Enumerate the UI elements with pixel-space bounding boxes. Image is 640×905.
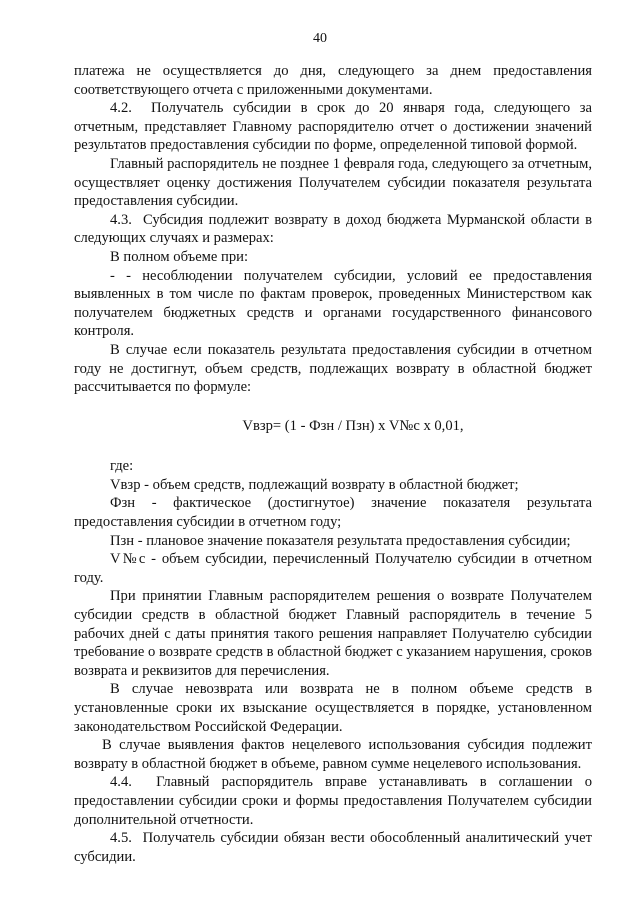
paragraph-non-return: В случае невозврата или возврата не в полном объеме средств в установленные сроки их взыскание осуществляется в порядке, установленном законодательством Российской Федерации. <box>74 681 592 735</box>
document-body <box>74 62 592 866</box>
paragraph-evaluation: Главный распорядитель не позднее 1 февраля года, следующего за отчетным, осуществляет оценку достижения Получателем субсидии показателя результата предоставления субсидии. <box>74 155 592 210</box>
paragraph-continuation: платежа не осуществляется до дня, следующего за днем предоставления соответствующего отчета с приложенными документами. <box>74 63 592 98</box>
formula: Vвзр= (1 - Фзн / Пзн) x V№с x 0,01, <box>242 417 464 434</box>
definition-vnc: V№с - объем субсидии, перечисленный Получателю субсидии в отчетном году. <box>74 551 592 586</box>
page-number: 40 <box>313 31 327 46</box>
paragraph-4-3: 4.3. Субсидия подлежит возврату в доход бюджета Мурманской области в следующих случаях и размерах: <box>74 211 592 247</box>
definition-pzn: Пзн - плановое значение показателя результата предоставления субсидии; <box>110 532 571 549</box>
paragraph-4-4: 4.4. Главный распорядитель вправе устанавливать в соглашении о предоставлении субсидии сроки и формы предоставления Получателем субсидии дополнительной отчетности. <box>74 774 592 828</box>
definition-vvzr: Vвзр - объем средств, подлежащий возврату в областной бюджет; <box>110 476 519 493</box>
definition-fzn: Фзн - фактическое (достигнутое) значение показателя результата предоставления субсидии в отчетном году; <box>74 495 592 531</box>
paragraph-formula-intro: В случае если показатель результата предоставления субсидии в отчетном году не достигнут, объем средств, подлежащих возврату в областной бюджет рассчитывается по формуле: <box>74 341 592 396</box>
paragraph-where: где: <box>110 458 134 475</box>
paragraph-noncompliance: - - несоблюдении получателем субсидии, условий ее предоставления выявленных в том числе по фактам проверок, проведенных Министерством как получателем бюджетных средств и органами государственного финансового контроля. <box>74 267 592 340</box>
paragraph-4-5: 4.5. Получатель субсидии обязан вести обособленный аналитический учет субсидии. <box>74 830 592 865</box>
paragraph-return-decision: При принятии Главным распорядителем решения о возврате Получателем субсидии средств в областной бюджет Главный распорядитель в течение 5 рабочих дней с даты принятия такого решения направляет Получателю субсидии требование о возврате средств в областной бюджет с указанием нарушения, сроков возврата и реквизитов для перечисления. <box>74 588 592 679</box>
paragraph-misuse: В случае выявления фактов нецелевого использования субсидия подлежит возврату в областной бюджет в объеме, равном сумме нецелевого использования. <box>74 737 592 772</box>
paragraph-full-amount: В полном объеме при: <box>110 248 249 265</box>
paragraph-4-2: 4.2. Получатель субсидии в срок до 20 января года, следующего за отчетным, представляет Главному распорядителю отчет о достижении значений результатов предоставления субсидии по форме, определенной типовой формой. <box>74 100 592 154</box>
